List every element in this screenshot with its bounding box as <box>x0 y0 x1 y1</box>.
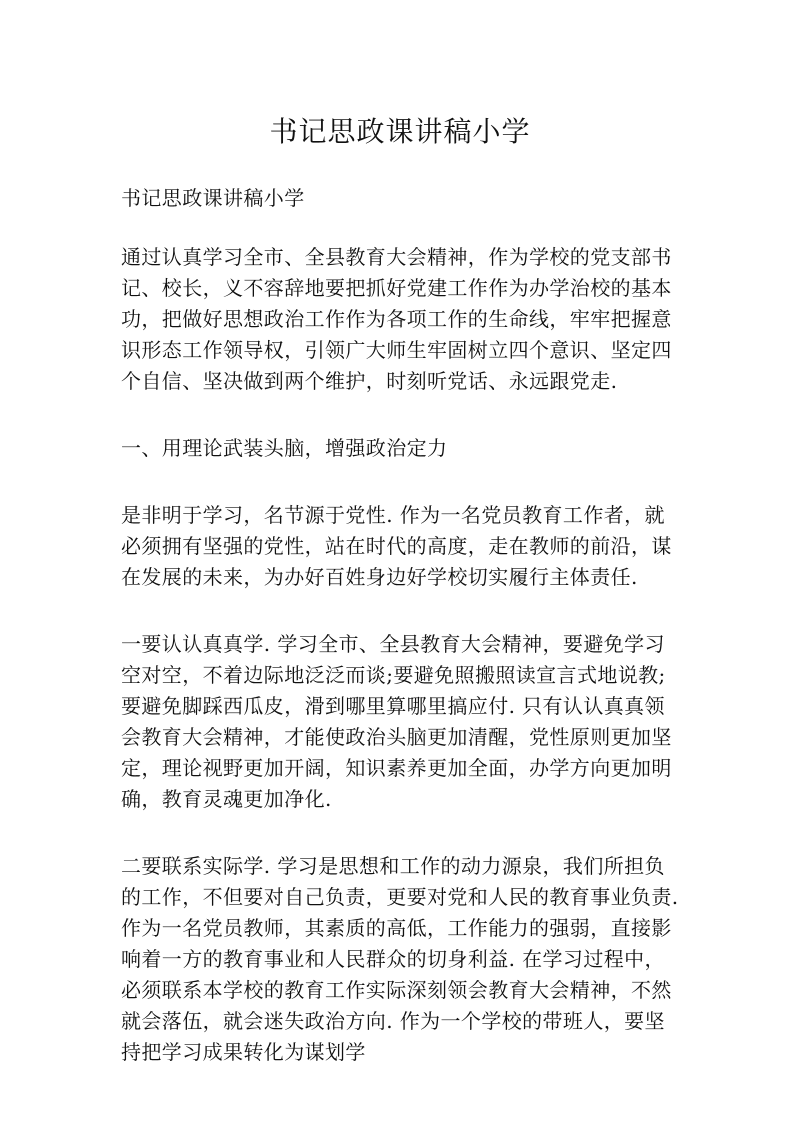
document-body <box>121 183 681 1104</box>
paragraph-intro: 通过认真学习全市、全县教育大会精神，作为学校的党支部书记、校长，义不容辞地要把抓好党建工作作为办学治校的基本功，把做好思想政治工作作为各项工作的生命线，牢牢把握意识形态工作领导权，引领广大师生牢固树立四个意识、坚定四个自信、坚决做到两个维护，时刻听党话、永远跟党走. <box>121 245 672 393</box>
paragraph-study-practically: 二要联系实际学. 学习是思想和工作的动力源泉，我们所担负的工作，不但要对自己负责，更要对党和人民的教育事业负责. 作为一名党员教师，其素质的高低，工作能力的强弱，直接影响着一方的教育事业和人民群众的切身利益. 在学习过程中，必须联系本学校的教育工作实际深刻领会教育大会精神，不然就会落伍，就会迷失政治方向. 作为一个学校的带班人，要坚持把学习成果转化为谋划学 <box>121 854 679 1064</box>
paragraph-study-earnestly: 一要认认真真学. 学习全市、全县教育大会精神，要避免学习空对空，不着边际地泛泛而谈;要避免照搬照读宣言式地说教;要避免脚踩西瓜皮，滑到哪里算哪里搞应付. 只有认认真真领会教育大会精神，才能使政治头脑更加清醒，党性原则更加坚定，理论视野更加开阔，知识素养更加全面，办学方向更加明确，教育灵魂更加净化. <box>121 632 672 811</box>
document-subtitle: 书记思政课讲稿小学 <box>121 186 305 210</box>
section-heading: 一、用理论武装头脑，增强政治定力 <box>121 436 448 460</box>
page-title: 书记思政课讲稿小学 <box>269 115 531 148</box>
paragraph-party-spirit: 是非明于学习，名节源于党性. 作为一名党员教育工作者，就必须拥有坚强的党性，站在时代的高度，走在教师的前沿，谋在发展的未来，为办好百姓身边好学校切实履行主体责任. <box>121 503 672 589</box>
